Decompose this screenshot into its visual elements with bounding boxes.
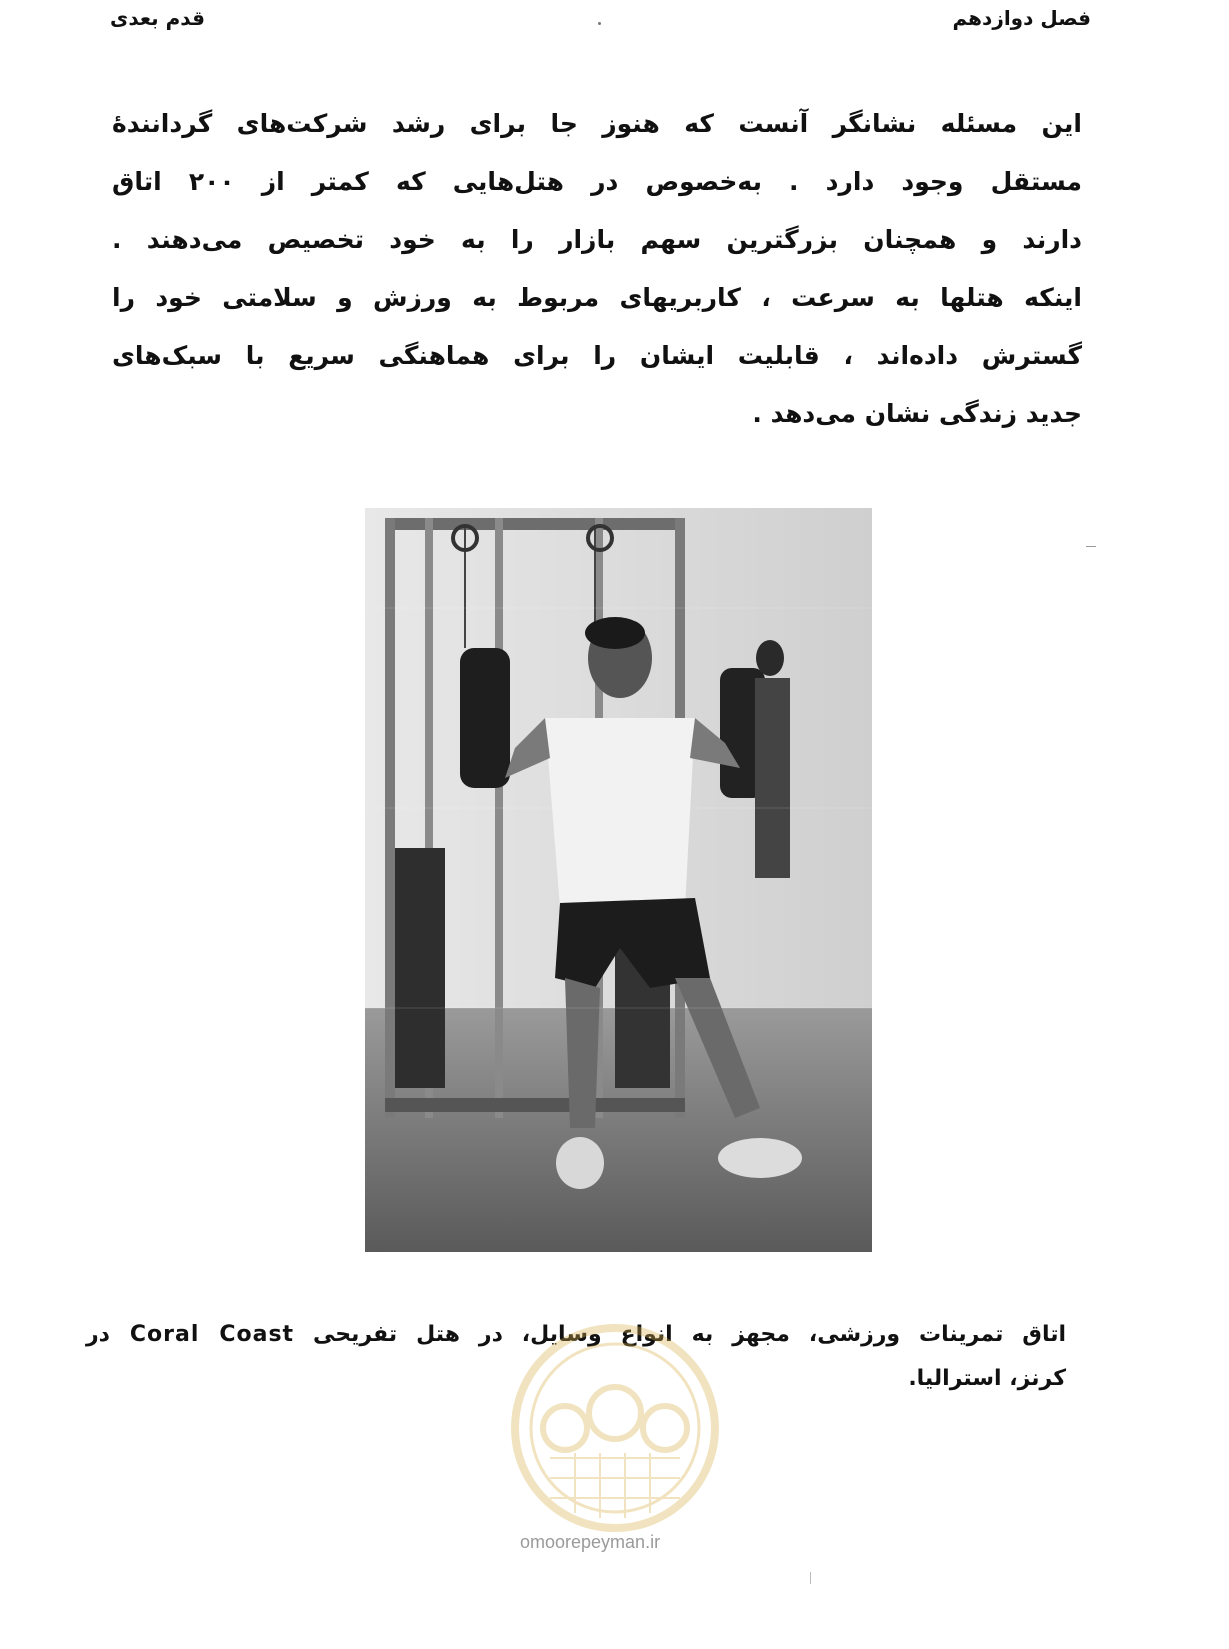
watermark-seal xyxy=(505,1318,725,1538)
caption-line: کرنز، استرالیا. xyxy=(908,1366,1066,1391)
gym-photo xyxy=(365,508,872,1252)
header-dot xyxy=(598,22,601,25)
running-header: قدم بعدی xyxy=(110,6,205,30)
body-line: دارند و همچنان بزرگترین سهم بازار را به خود تخصیص می‌دهند . xyxy=(112,225,1082,254)
body-line: جدید زندگی نشان می‌دهد . xyxy=(752,399,1082,428)
body-line: این مسئله نشانگر آنست که هنوز جا برای رشد شرکت‌های گردانندهٔ xyxy=(112,109,1082,138)
scan-mark xyxy=(1086,546,1096,547)
watermark-url: omoorepeyman.ir xyxy=(520,1532,661,1552)
chapter-title: فصل دوازدهم xyxy=(952,6,1091,30)
body-line: اینکه هتلها به سرعت ، کاربریهای مربوط به ورزش و سلامتی خود را xyxy=(112,283,1082,312)
body-line: گسترش داده‌اند ، قابلیت ایشان را برای هماهنگی سریع با سبک‌های xyxy=(112,341,1082,370)
body-paragraph xyxy=(112,95,1082,443)
body-line: مستقل وجود دارد . به‌خصوص در هتل‌هایی که کمتر از ۲۰۰ اتاق xyxy=(112,167,1082,196)
caption-line: اتاق تمرینات ورزشی، مجهز به انواع وسایل، در هتل تفریحی Coral Coast در xyxy=(86,1322,1067,1347)
scan-mark xyxy=(810,1572,811,1584)
